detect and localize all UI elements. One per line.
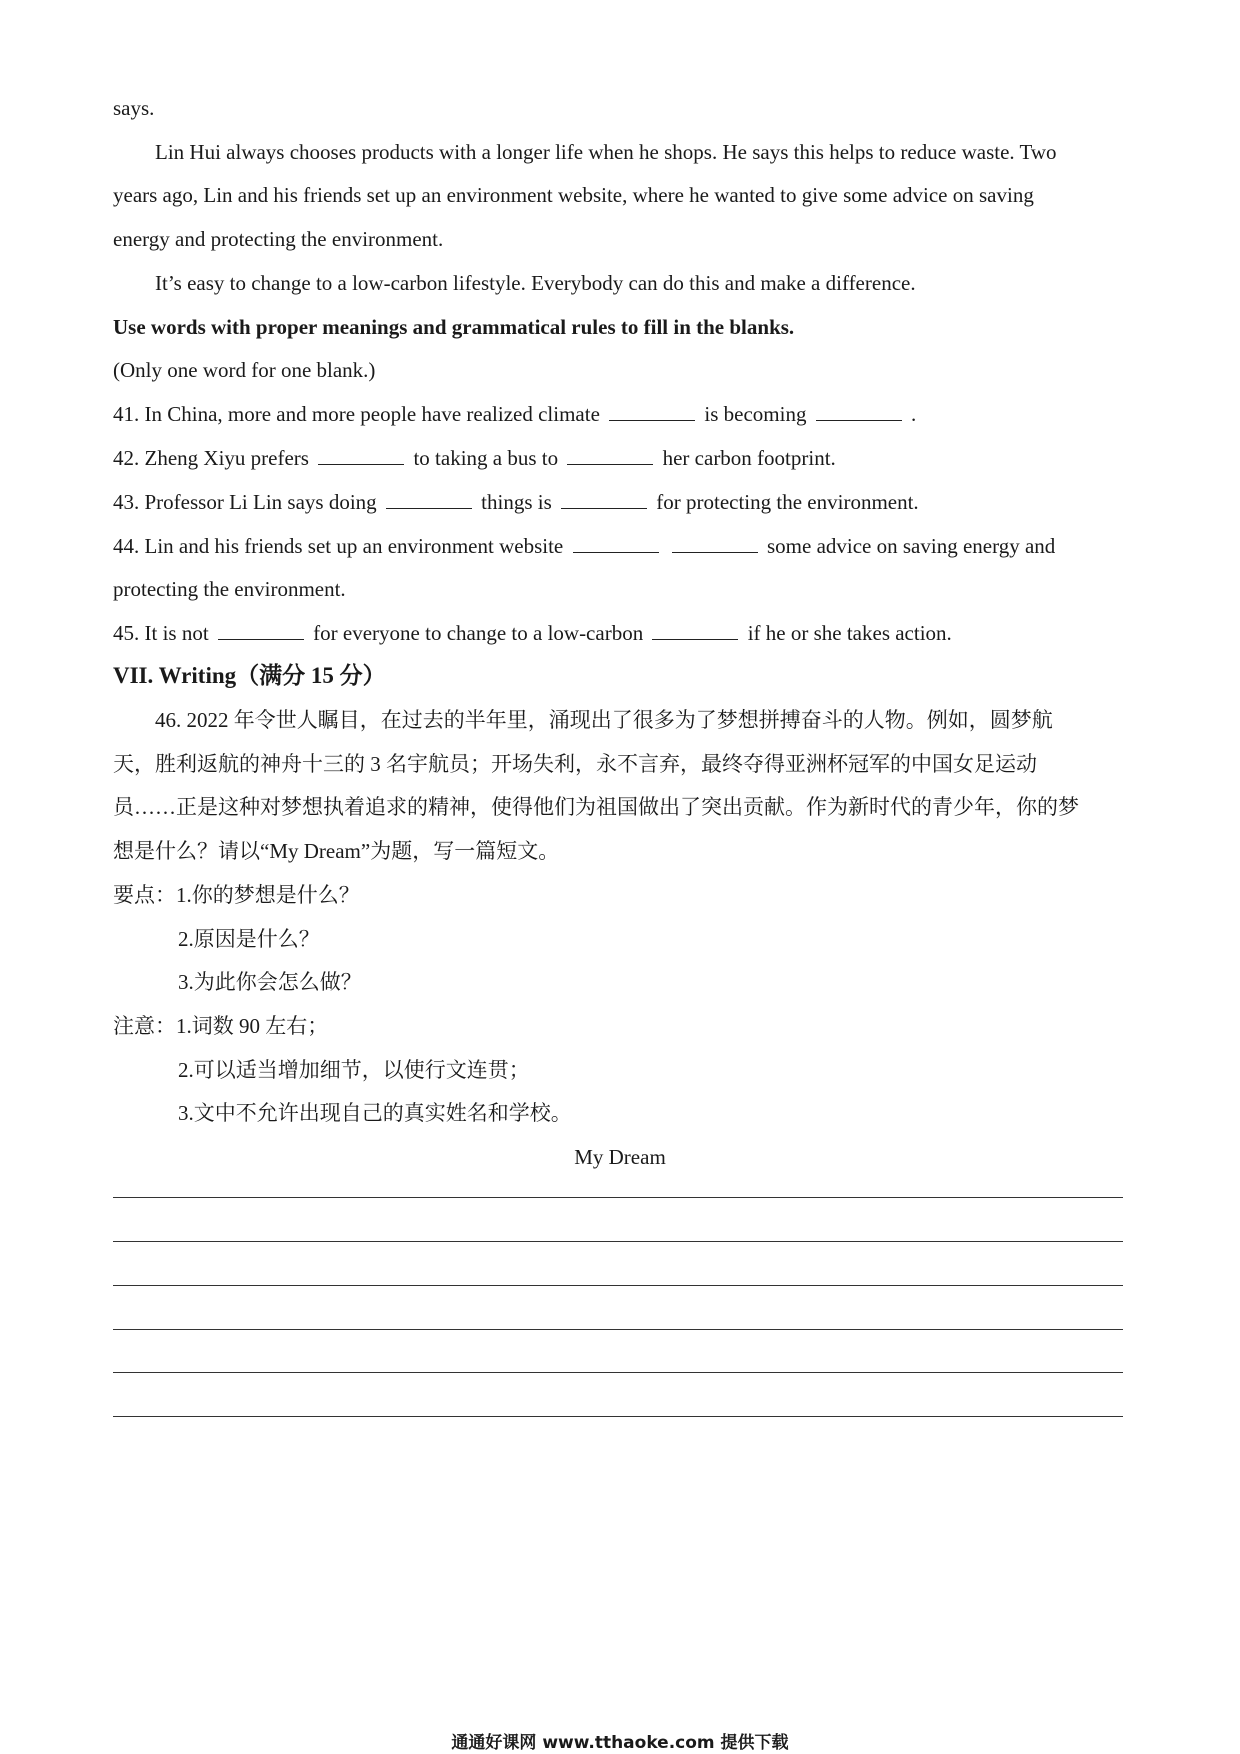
passage-line: says. — [113, 96, 155, 120]
passage-line: energy and protecting the environment. — [113, 227, 444, 251]
writing-line[interactable] — [113, 1285, 1123, 1286]
question-text: 43. Professor Li Lin says doing — [113, 490, 377, 514]
instruction-text: Use words with proper meanings and grammatical rules to fill in the blanks. — [113, 315, 795, 339]
notes: 注意：1.词数 90 左右； — [113, 1014, 329, 1038]
question-text: . — [910, 402, 917, 426]
answer-blank[interactable] — [609, 402, 695, 421]
answer-blank[interactable] — [218, 621, 304, 640]
essay-title: My Dream — [574, 1145, 666, 1169]
passage-line: Lin Hui always chooses products with a longer life when he shops. He says this helps to reduce waste. Two — [155, 140, 1057, 164]
question-text: her carbon footprint. — [662, 446, 836, 470]
question-44 — [113, 532, 1123, 560]
writing-prompt: 46. 2022 年令世人瞩目，在过去的半年里，涌现出了很多为了梦想拼搏奋斗的人物。例如，圆梦航 — [155, 708, 1053, 732]
question-text: some advice on saving energy and — [767, 534, 1056, 558]
answer-blank[interactable] — [567, 446, 653, 465]
answer-blank[interactable] — [318, 446, 404, 465]
question-text: for everyone to change to a low-carbon — [313, 621, 644, 645]
key-point: 3.为此你会怎么做？ — [178, 970, 362, 994]
key-points: 要点：1.你的梦想是什么？ — [113, 883, 360, 907]
question-45 — [113, 619, 1123, 647]
answer-blank[interactable] — [652, 621, 738, 640]
passage-line: years ago, Lin and his friends set up an environment website, where he wanted to give some advice on saving — [113, 183, 1034, 207]
note-item: 2.可以适当增加细节，以使行文连贯； — [178, 1058, 530, 1082]
section-heading: VII. Writing（满分 15 分） — [113, 663, 386, 688]
question-text: is becoming — [704, 402, 807, 426]
passage-line: It’s easy to change to a low-carbon lifestyle. Everybody can do this and make a difference. — [155, 271, 916, 295]
question-text: to taking a bus to — [413, 446, 559, 470]
question-text: 41. In China, more and more people have realized climate — [113, 402, 600, 426]
writing-line[interactable] — [113, 1241, 1123, 1242]
answer-blank[interactable] — [816, 402, 902, 421]
writing-line[interactable] — [113, 1197, 1123, 1198]
writing-line[interactable] — [113, 1329, 1123, 1330]
question-text: things is — [481, 490, 552, 514]
page-footer: 通通好课网 www.tthaoke.com 提供下载 — [451, 1733, 789, 1753]
key-point: 2.原因是什么？ — [178, 927, 320, 951]
question-text: 44. Lin and his friends set up an environment website — [113, 534, 564, 558]
note-item: 3.文中不允许出现自己的真实姓名和学校。 — [178, 1101, 572, 1125]
question-43 — [113, 488, 1123, 516]
question-41 — [113, 400, 1123, 428]
instruction-note: (Only one word for one blank.) — [113, 358, 376, 382]
question-text: 42. Zheng Xiyu prefers — [113, 446, 309, 470]
question-text: for protecting the environment. — [656, 490, 919, 514]
question-text: 45. It is not — [113, 621, 209, 645]
writing-prompt: 天，胜利返航的神舟十三的 3 名宇航员；开场失利，永不言弃，最终夺得亚洲杯冠军的中国女足运动 — [113, 752, 1037, 776]
question-text: if he or she takes action. — [747, 621, 952, 645]
answer-blank[interactable] — [561, 490, 647, 509]
answer-blank[interactable] — [386, 490, 472, 509]
question-42 — [113, 444, 1123, 472]
question-44-continued: protecting the environment. — [113, 577, 346, 601]
answer-blank[interactable] — [573, 534, 659, 553]
answer-blank[interactable] — [672, 534, 758, 553]
writing-prompt: 想是什么？请以“My Dream”为题，写一篇短文。 — [113, 839, 560, 863]
writing-line[interactable] — [113, 1416, 1123, 1417]
writing-line[interactable] — [113, 1372, 1123, 1373]
writing-prompt: 员……正是这种对梦想执着追求的精神，使得他们为祖国做出了突出贡献。作为新时代的青少年，你的梦 — [113, 795, 1079, 819]
